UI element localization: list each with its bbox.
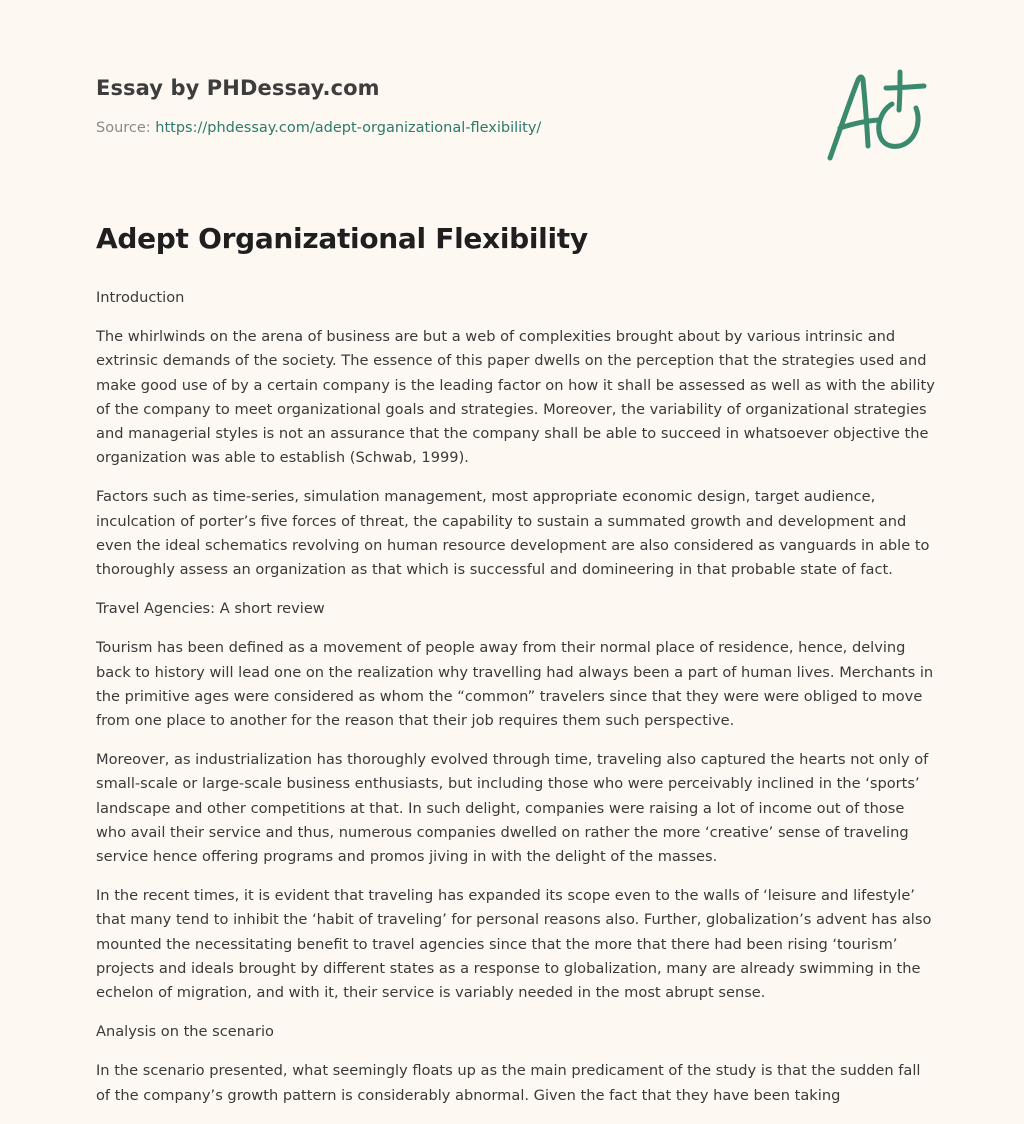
section-heading-introduction: Introduction (96, 289, 185, 306)
section-heading-travel-agencies: Travel Agencies: A short review (96, 600, 325, 618)
a-plus-logo-icon (820, 66, 930, 166)
essay-title: Adept Organizational Flexibility (96, 222, 588, 255)
essay-body (96, 286, 936, 1123)
paragraph: The whirlwinds on the arena of business are but a web of complexities brought about by various intrinsic and extrinsic demands of the society. The essence of this paper dwells on the perception that the strategies used and make good use of by a certain company is the leading factor on how it shall be assessed as well as with the ability of the company to meet organizational goals and strategies. Moreover, the variability of organizational strategies and managerial styles is not an assurance that the company shall be able to succeed in whatsoever objective the organization was able to establish (Schwab, 1999). (96, 328, 935, 467)
source-link[interactable]: https://phdessay.com/adept-organizational-flexibility/ (155, 120, 542, 136)
paragraph: In the recent times, it is evident that traveling has expanded its scope even to the walls of ‘leisure and lifestyle’ that many tend to inhibit the ‘habit of traveling’ for personal reasons also. Further, globalization’s advent has also mounted the necessitating benefit to travel agencies since that the more that there had been rising ‘tourism’ projects and ideals brought by different states as a response to globalization, many are already swimming in the echelon of migration, and with it, their service is variably needed in the most abrupt sense. (96, 887, 932, 1002)
site-header (96, 76, 816, 136)
paragraph: Tourism has been defined as a movement of people away from their normal place of residence, hence, delving back to history will lead one on the realization why travelling had always been a part of human lives. Merchants in the primitive ages were considered as whom the “common” travelers since that they were were obliged to move from one place to another for the reason that their job requires them such perspective. (96, 639, 934, 730)
paragraph: In the scenario presented, what seemingly floats up as the main predicament of the study is that the sudden fall of the company’s growth pattern is considerably abnormal. Given the fact that they have been taking (96, 1062, 921, 1104)
source-label: Source: (96, 120, 156, 136)
source-line (96, 120, 816, 136)
paragraph: Factors such as time-series, simulation management, most appropriate economic design, target audience, inculcation of porter’s five forces of threat, the capability to sustain a summated growth and development and even the ideal schematics revolving on human resource development are also considered as vanguards in able to thoroughly assess an organization as that which is successful and domineering in that probable state of fact. (96, 488, 930, 579)
section-heading-analysis: Analysis on the scenario (96, 1023, 274, 1041)
paragraph: Moreover, as industrialization has thoroughly evolved through time, traveling also captured the hearts not only of small-scale or large-scale business enthusiasts, but including those who were perceivably inclined in the ‘sports’ landscape and other competitions at that. In such delight, companies were raising a lot of income out of those who avail their service and thus, numerous companies dwelled on rather the more ‘creative’ sense of traveling service hence offering programs and promos jiving in with the delight of the masses. (96, 751, 929, 866)
site-title: Essay by PHDessay.com (96, 76, 380, 100)
